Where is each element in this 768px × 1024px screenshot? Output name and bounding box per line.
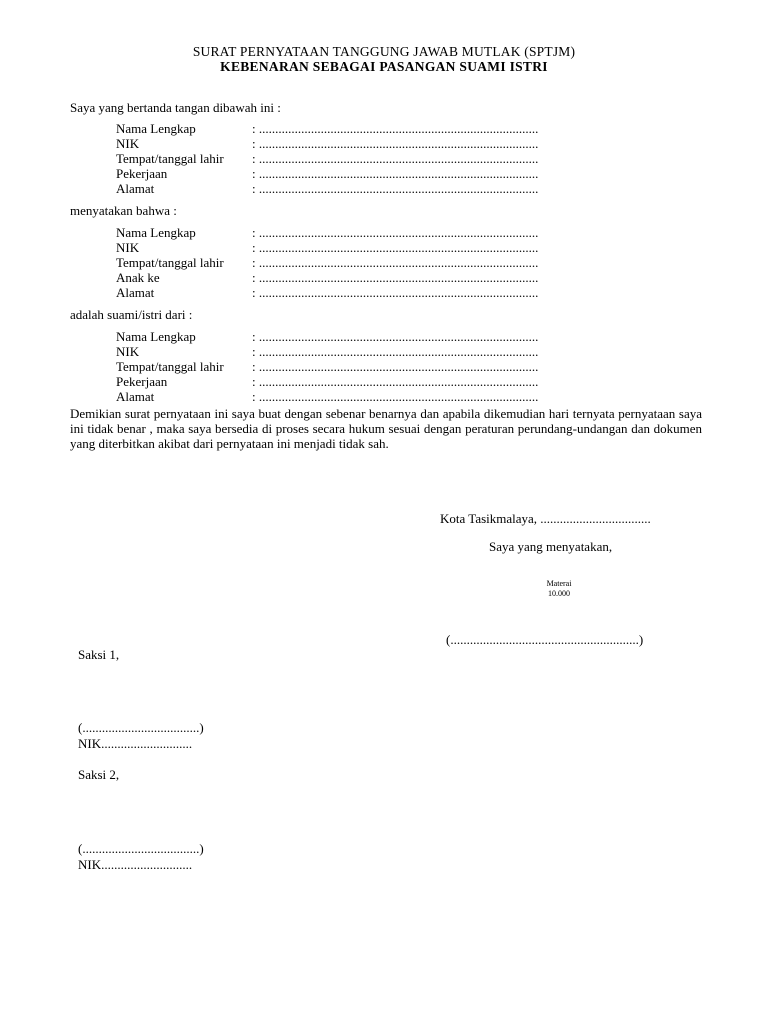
field-blank: : ...................................................................................... <box>252 166 539 181</box>
field-label: Alamat <box>116 389 155 404</box>
place-date: Kota Tasikmalaya, .................................. <box>440 511 651 526</box>
field-label: Nama Lengkap <box>116 225 196 240</box>
field-blank: : ...................................................................................... <box>252 344 539 359</box>
witness2-label: Saksi 2, <box>78 767 120 782</box>
field-label: Pekerjaan <box>116 166 168 181</box>
stamp-label: Materai <box>546 579 572 588</box>
field-label: Nama Lengkap <box>116 121 196 136</box>
field-blank: : ...................................................................................... <box>252 181 539 196</box>
field-blank: : ...................................................................................... <box>252 255 539 270</box>
declarant-label: Saya yang menyatakan, <box>489 539 613 554</box>
section3-intro: adalah suami/istri dari : <box>70 307 193 322</box>
field-blank: : ...................................................................................... <box>252 240 539 255</box>
section1-intro: Saya yang bertanda tangan dibawah ini : <box>70 100 281 115</box>
field-label: Nama Lengkap <box>116 329 196 344</box>
witness2-nik: NIK............................ <box>78 857 193 872</box>
field-label: Tempat/tanggal lahir <box>116 255 224 270</box>
field-blank: : ...................................................................................... <box>252 225 539 240</box>
field-label: NIK <box>116 344 140 359</box>
declarant-name-blank: (..........................................................) <box>446 632 644 647</box>
witness1-nik: NIK............................ <box>78 736 193 751</box>
field-label: Pekerjaan <box>116 374 168 389</box>
witness1-name-blank: (....................................) <box>78 720 204 735</box>
field-label: Anak ke <box>116 270 160 285</box>
field-label: Tempat/tanggal lahir <box>116 151 224 166</box>
field-label: Alamat <box>116 181 155 196</box>
statement-paragraph: Demikian surat pernyataan ini saya buat dengan sebenar benarnya dan apabila dikemudian hari ternyata pernyataan saya ini tidak benar , maka saya bersedia di proses secara hukum sesuai dengan peraturan perundang-undangan dan dokumen yang diterbitkan akibat dari pernyataan ini menjadi tidak sah. <box>70 406 702 451</box>
field-blank: : ...................................................................................... <box>252 374 539 389</box>
witness2-name-blank: (....................................) <box>78 841 204 856</box>
field-blank: : ...................................................................................... <box>252 121 539 136</box>
field-blank: : ...................................................................................... <box>252 285 539 300</box>
section2-intro: menyatakan bahwa : <box>70 203 177 218</box>
field-label: NIK <box>116 136 140 151</box>
field-label: NIK <box>116 240 140 255</box>
field-blank: : ...................................................................................... <box>252 359 539 374</box>
field-blank: : ...................................................................................... <box>252 270 539 285</box>
field-blank: : ...................................................................................... <box>252 151 539 166</box>
witness1-label: Saksi 1, <box>78 647 120 662</box>
stamp-value: 10.000 <box>548 589 570 598</box>
field-blank: : ...................................................................................... <box>252 136 539 151</box>
document-title: SURAT PERNYATAAN TANGGUNG JAWAB MUTLAK (SPTJM) <box>192 44 576 59</box>
field-label: Alamat <box>116 285 155 300</box>
field-blank: : ...................................................................................... <box>252 389 539 404</box>
document-subtitle: KEBENARAN SEBAGAI PASANGAN SUAMI ISTRI <box>220 59 548 74</box>
field-label: Tempat/tanggal lahir <box>116 359 224 374</box>
field-blank: : ...................................................................................... <box>252 329 539 344</box>
